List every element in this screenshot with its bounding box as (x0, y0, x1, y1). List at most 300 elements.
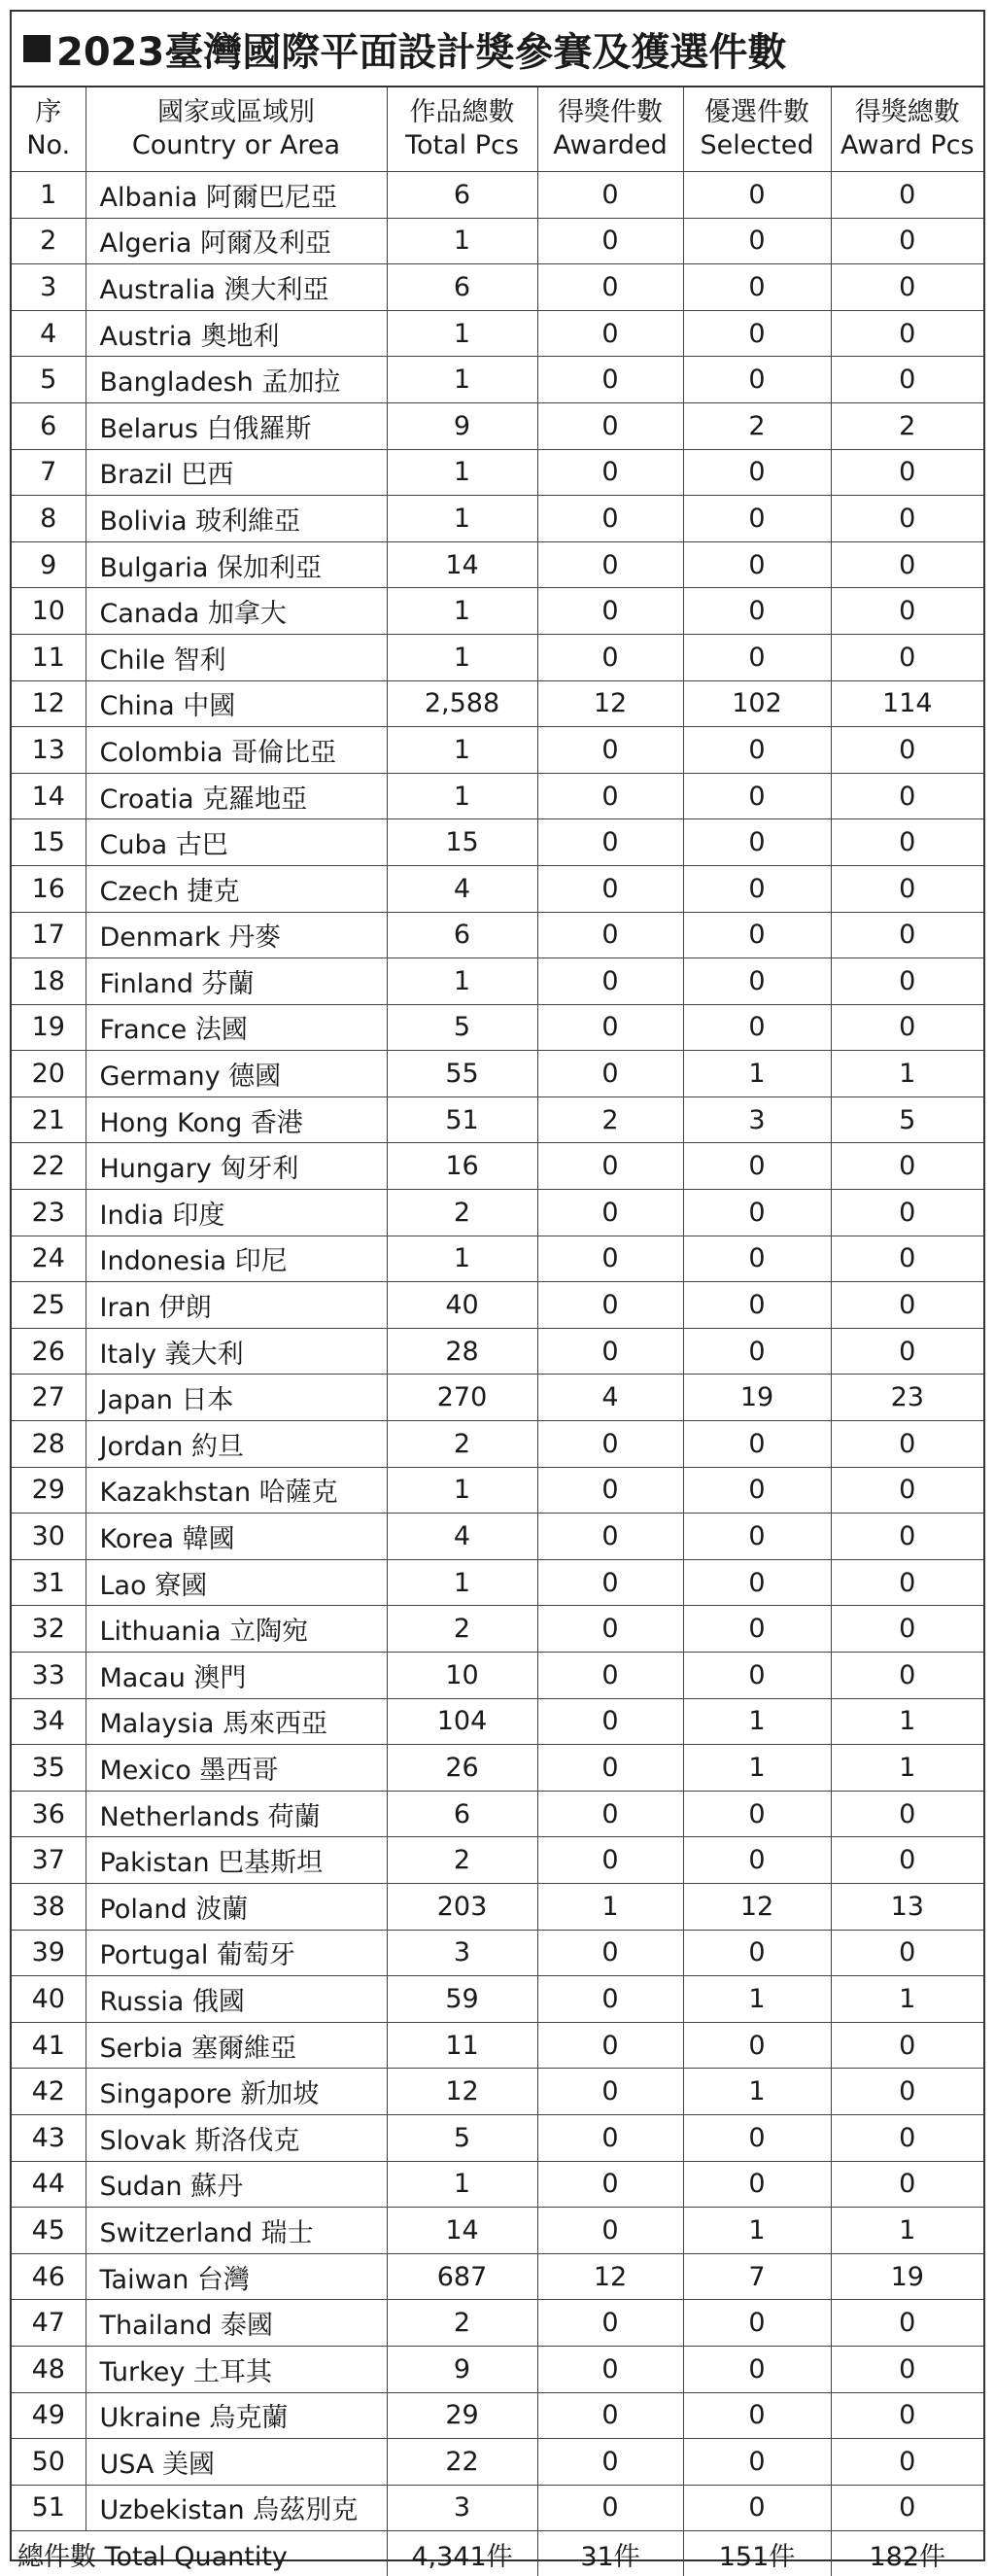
award-pcs: 0 (831, 865, 983, 912)
total-pcs: 3 (387, 1930, 537, 1976)
table-row (12, 541, 983, 588)
country-name: Belarus 白俄羅斯 (86, 402, 387, 449)
country-name: Hungary 匈牙利 (86, 1143, 387, 1190)
black-square-icon (23, 35, 51, 62)
table-row (12, 2022, 983, 2069)
selected-count: 0 (683, 310, 831, 357)
selected-count: 0 (683, 2022, 831, 2069)
award-pcs: 0 (831, 1514, 983, 1560)
country-name: Pakistan 巴基斯坦 (86, 1837, 387, 1884)
header-selected: 優選件數 Selected (683, 87, 831, 172)
total-pcs: 10 (387, 1653, 537, 1699)
award-pcs: 1 (831, 1976, 983, 2023)
total-pcs: 15 (387, 819, 537, 866)
country-name: Croatia 克羅地亞 (86, 773, 387, 819)
awarded-count: 0 (537, 2069, 683, 2115)
award-pcs: 1 (831, 2208, 983, 2254)
row-number: 15 (12, 819, 86, 866)
table-row (12, 2392, 983, 2439)
award-pcs: 13 (831, 1883, 983, 1930)
row-number: 17 (12, 912, 86, 958)
table-row (12, 2439, 983, 2486)
row-number: 29 (12, 1467, 86, 1514)
table-row (12, 727, 983, 774)
country-name: Ukraine 烏克蘭 (86, 2392, 387, 2439)
country-name: Switzerland 瑞士 (86, 2208, 387, 2254)
total-pcs: 1 (387, 634, 537, 680)
award-pcs: 0 (831, 2346, 983, 2392)
table-row (12, 2300, 983, 2347)
selected-count: 1 (683, 2069, 831, 2115)
row-number: 18 (12, 958, 86, 1005)
awarded-count: 0 (537, 357, 683, 403)
table-row (12, 402, 983, 449)
total-pcs: 2 (387, 1837, 537, 1884)
selected-count: 0 (683, 634, 831, 680)
award-pcs: 23 (831, 1375, 983, 1421)
award-pcs: 0 (831, 588, 983, 635)
row-number: 50 (12, 2439, 86, 2486)
selected-count: 0 (683, 1930, 831, 1976)
awarded-count: 0 (537, 1745, 683, 1792)
selected-count: 0 (683, 264, 831, 311)
total-pcs: 1 (387, 773, 537, 819)
award-pcs: 0 (831, 727, 983, 774)
total-pcs: 1 (387, 2161, 537, 2208)
selected-count: 0 (683, 1837, 831, 1884)
total-pcs: 26 (387, 1745, 537, 1792)
awarded-count: 12 (537, 680, 683, 727)
page-title (12, 12, 983, 87)
country-name: Korea 韓國 (86, 1514, 387, 1560)
table-row (12, 865, 983, 912)
selected-count: 0 (683, 1143, 831, 1190)
row-number: 9 (12, 541, 86, 588)
table-row (12, 1282, 983, 1329)
table-row (12, 634, 983, 680)
row-number: 41 (12, 2022, 86, 2069)
table-row (12, 1375, 983, 1421)
country-name: Kazakhstan 哈薩克 (86, 1467, 387, 1514)
table-row (12, 773, 983, 819)
awarded-count: 0 (537, 773, 683, 819)
table-row (12, 819, 983, 866)
row-number: 25 (12, 1282, 86, 1329)
table-row (12, 357, 983, 403)
header-country: 國家或區域別 Country or Area (86, 87, 387, 172)
awarded-count: 0 (537, 1236, 683, 1282)
table-row (12, 2161, 983, 2208)
award-pcs: 0 (831, 1328, 983, 1375)
total-pcs: 5 (387, 1004, 537, 1051)
selected-count: 0 (683, 2392, 831, 2439)
award-pcs: 0 (831, 634, 983, 680)
awarded-count: 0 (537, 218, 683, 264)
selected-count: 1 (683, 1976, 831, 2023)
table-row (12, 1559, 983, 1606)
award-pcs: 0 (831, 773, 983, 819)
awarded-count: 0 (537, 819, 683, 866)
row-number: 46 (12, 2253, 86, 2300)
selected-count: 0 (683, 218, 831, 264)
country-name: Poland 波蘭 (86, 1883, 387, 1930)
row-number: 11 (12, 634, 86, 680)
country-name: Brazil 巴西 (86, 449, 387, 496)
table-row (12, 1143, 983, 1190)
country-name: Denmark 丹麥 (86, 912, 387, 958)
awarded-count: 0 (537, 310, 683, 357)
award-statistics-sheet (10, 10, 985, 2572)
country-name: Albania 阿爾巴尼亞 (86, 172, 387, 219)
awarded-sum: 31件 (537, 2531, 683, 2576)
total-pcs: 6 (387, 912, 537, 958)
awarded-count: 1 (537, 1883, 683, 1930)
total-pcs: 12 (387, 2069, 537, 2115)
awarded-count: 0 (537, 2485, 683, 2531)
awarded-count: 0 (537, 2208, 683, 2254)
awarded-count: 0 (537, 2161, 683, 2208)
total-pcs: 4 (387, 865, 537, 912)
award-pcs: 0 (831, 2300, 983, 2347)
award-pcs: 0 (831, 2069, 983, 2115)
country-name: Hong Kong 香港 (86, 1097, 387, 1143)
award-pcs: 0 (831, 1282, 983, 1329)
total-pcs: 14 (387, 2208, 537, 2254)
awarded-count: 0 (537, 1976, 683, 2023)
awarded-count: 0 (537, 588, 683, 635)
table-row (12, 1097, 983, 1143)
table-row (12, 1236, 983, 1282)
row-number: 48 (12, 2346, 86, 2392)
total-pcs: 104 (387, 1698, 537, 1745)
row-number: 21 (12, 1097, 86, 1143)
total-pcs: 3 (387, 2485, 537, 2531)
awarded-count: 0 (537, 1328, 683, 1375)
selected-count: 0 (683, 1190, 831, 1236)
table-row (12, 2485, 983, 2531)
total-pcs: 29 (387, 2392, 537, 2439)
table-row (12, 1791, 983, 1837)
row-number: 23 (12, 1190, 86, 1236)
country-name: Lithuania 立陶宛 (86, 1606, 387, 1653)
award-pcs: 2 (831, 402, 983, 449)
total-pcs: 9 (387, 2346, 537, 2392)
row-number: 6 (12, 402, 86, 449)
awarded-count: 0 (537, 1653, 683, 1699)
row-number: 36 (12, 1791, 86, 1837)
table-row (12, 310, 983, 357)
table-body (12, 172, 983, 2531)
table-row (12, 2253, 983, 2300)
statistics-table (12, 87, 983, 2576)
row-number: 27 (12, 1375, 86, 1421)
award-pcs: 1 (831, 1745, 983, 1792)
table-row (12, 449, 983, 496)
awarded-count: 0 (537, 727, 683, 774)
selected-count: 1 (683, 2208, 831, 2254)
award-pcs: 0 (831, 2392, 983, 2439)
table-row (12, 496, 983, 542)
selected-count: 0 (683, 1559, 831, 1606)
row-number: 20 (12, 1051, 86, 1097)
table-row (12, 588, 983, 635)
total-pcs: 14 (387, 541, 537, 588)
award-pcs: 0 (831, 1421, 983, 1468)
table-row (12, 2114, 983, 2161)
row-number: 37 (12, 1837, 86, 1884)
table-row (12, 1698, 983, 1745)
total-pcs: 1 (387, 1467, 537, 1514)
country-name: Australia 澳大利亞 (86, 264, 387, 311)
table-row (12, 172, 983, 219)
award-pcs: 0 (831, 449, 983, 496)
table-row (12, 2208, 983, 2254)
country-name: Russia 俄國 (86, 1976, 387, 2023)
total-pcs: 1 (387, 727, 537, 774)
header-row (12, 87, 983, 172)
awarded-count: 0 (537, 1421, 683, 1468)
country-name: China 中國 (86, 680, 387, 727)
table-row (12, 1606, 983, 1653)
country-name: Indonesia 印尼 (86, 1236, 387, 1282)
award-pcs: 0 (831, 1559, 983, 1606)
total-pcs: 22 (387, 2439, 537, 2486)
row-number: 7 (12, 449, 86, 496)
row-number: 28 (12, 1421, 86, 1468)
table-row (12, 680, 983, 727)
country-name: Portugal 葡萄牙 (86, 1930, 387, 1976)
row-number: 31 (12, 1559, 86, 1606)
awarded-count: 0 (537, 496, 683, 542)
title-text: 2023臺灣國際平面設計獎參賽及獲選件數 (56, 29, 787, 75)
award-pcs: 0 (831, 1004, 983, 1051)
table-row (12, 1976, 983, 2023)
award-pcs: 0 (831, 310, 983, 357)
selected-count: 0 (683, 1421, 831, 1468)
country-name: Singapore 新加坡 (86, 2069, 387, 2115)
total-pcs: 51 (387, 1097, 537, 1143)
table-row (12, 1745, 983, 1792)
awarded-count: 0 (537, 1837, 683, 1884)
row-number: 39 (12, 1930, 86, 1976)
award-pcs: 0 (831, 2022, 983, 2069)
row-number: 19 (12, 1004, 86, 1051)
total-pcs: 6 (387, 264, 537, 311)
total-pcs: 2 (387, 1190, 537, 1236)
selected-count: 0 (683, 496, 831, 542)
selected-count: 0 (683, 2114, 831, 2161)
selected-count: 1 (683, 1698, 831, 1745)
country-name: Austria 奧地利 (86, 310, 387, 357)
award-pcs-sum: 182件 (831, 2531, 983, 2576)
awarded-count: 0 (537, 402, 683, 449)
selected-count: 7 (683, 2253, 831, 2300)
selected-count: 0 (683, 588, 831, 635)
award-pcs: 0 (831, 1190, 983, 1236)
row-number: 26 (12, 1328, 86, 1375)
row-number: 24 (12, 1236, 86, 1282)
award-pcs: 0 (831, 218, 983, 264)
award-pcs: 19 (831, 2253, 983, 2300)
row-number: 3 (12, 264, 86, 311)
row-number: 44 (12, 2161, 86, 2208)
awarded-count: 0 (537, 1559, 683, 1606)
total-pcs: 2,588 (387, 680, 537, 727)
total-pcs: 2 (387, 2300, 537, 2347)
awarded-count: 0 (537, 1698, 683, 1745)
country-name: Bangladesh 孟加拉 (86, 357, 387, 403)
total-label: 總件數 Total Quantity (12, 2531, 387, 2576)
awarded-count: 12 (537, 2253, 683, 2300)
selected-count: 0 (683, 727, 831, 774)
total-pcs: 6 (387, 1791, 537, 1837)
selected-count: 2 (683, 402, 831, 449)
country-name: Uzbekistan 烏茲別克 (86, 2485, 387, 2531)
total-pcs: 1 (387, 218, 537, 264)
table-row (12, 1514, 983, 1560)
total-pcs: 55 (387, 1051, 537, 1097)
awarded-count: 0 (537, 1930, 683, 1976)
row-number: 13 (12, 727, 86, 774)
award-pcs: 0 (831, 264, 983, 311)
award-pcs: 5 (831, 1097, 983, 1143)
row-number: 12 (12, 680, 86, 727)
country-name: Malaysia 馬來西亞 (86, 1698, 387, 1745)
table-row (12, 1051, 983, 1097)
selected-count: 0 (683, 1004, 831, 1051)
award-pcs: 0 (831, 1837, 983, 1884)
row-number: 38 (12, 1883, 86, 1930)
awarded-count: 0 (537, 264, 683, 311)
total-pcs: 11 (387, 2022, 537, 2069)
total-pcs: 687 (387, 2253, 537, 2300)
award-pcs: 0 (831, 2485, 983, 2531)
country-name: USA 美國 (86, 2439, 387, 2486)
awarded-count: 0 (537, 634, 683, 680)
award-pcs: 0 (831, 1236, 983, 1282)
awarded-count: 0 (537, 541, 683, 588)
award-pcs: 0 (831, 1143, 983, 1190)
total-pcs: 16 (387, 1143, 537, 1190)
total-pcs: 2 (387, 1421, 537, 1468)
selected-count: 1 (683, 1051, 831, 1097)
country-name: Mexico 墨西哥 (86, 1745, 387, 1792)
selected-count: 0 (683, 819, 831, 866)
row-number: 16 (12, 865, 86, 912)
award-pcs: 1 (831, 1051, 983, 1097)
country-name: Jordan 約旦 (86, 1421, 387, 1468)
total-pcs: 4 (387, 1514, 537, 1560)
awarded-count: 4 (537, 1375, 683, 1421)
selected-count: 0 (683, 2161, 831, 2208)
award-pcs: 0 (831, 958, 983, 1005)
header-awarded: 得獎件數 Awarded (537, 87, 683, 172)
selected-count: 0 (683, 865, 831, 912)
selected-count: 0 (683, 1282, 831, 1329)
total-pcs: 40 (387, 1282, 537, 1329)
table-row (12, 1930, 983, 1976)
selected-count: 0 (683, 773, 831, 819)
awarded-count: 0 (537, 1190, 683, 1236)
country-name: Taiwan 台灣 (86, 2253, 387, 2300)
row-number: 1 (12, 172, 86, 219)
country-name: Colombia 哥倫比亞 (86, 727, 387, 774)
country-name: Czech 捷克 (86, 865, 387, 912)
row-number: 51 (12, 2485, 86, 2531)
awarded-count: 0 (537, 958, 683, 1005)
country-name: Iran 伊朗 (86, 1282, 387, 1329)
total-pcs: 28 (387, 1328, 537, 1375)
table-row (12, 1653, 983, 1699)
row-number: 43 (12, 2114, 86, 2161)
table-row (12, 264, 983, 311)
country-name: Sudan 蘇丹 (86, 2161, 387, 2208)
awarded-count: 0 (537, 912, 683, 958)
selected-count: 0 (683, 912, 831, 958)
selected-count: 0 (683, 2346, 831, 2392)
award-pcs: 0 (831, 496, 983, 542)
award-pcs: 0 (831, 1930, 983, 1976)
row-number: 8 (12, 496, 86, 542)
selected-count: 0 (683, 1328, 831, 1375)
country-name: Italy 義大利 (86, 1328, 387, 1375)
awarded-count: 0 (537, 1514, 683, 1560)
row-number: 14 (12, 773, 86, 819)
header-total-pcs: 作品總數 Total Pcs (387, 87, 537, 172)
table-row (12, 1467, 983, 1514)
award-pcs: 0 (831, 819, 983, 866)
row-number: 5 (12, 357, 86, 403)
selected-count: 0 (683, 2485, 831, 2531)
total-pcs: 270 (387, 1375, 537, 1421)
selected-count: 3 (683, 1097, 831, 1143)
selected-count: 0 (683, 958, 831, 1005)
total-pcs: 2 (387, 1606, 537, 1653)
total-pcs: 1 (387, 588, 537, 635)
table-row (12, 2346, 983, 2392)
awarded-count: 0 (537, 1606, 683, 1653)
awarded-count: 0 (537, 865, 683, 912)
award-pcs: 114 (831, 680, 983, 727)
awarded-count: 0 (537, 1282, 683, 1329)
country-name: Turkey 土耳其 (86, 2346, 387, 2392)
country-name: Cuba 古巴 (86, 819, 387, 866)
award-pcs: 0 (831, 2114, 983, 2161)
awarded-count: 0 (537, 2022, 683, 2069)
row-number: 2 (12, 218, 86, 264)
country-name: Lao 寮國 (86, 1559, 387, 1606)
total-pcs: 1 (387, 1236, 537, 1282)
awarded-count: 0 (537, 2439, 683, 2486)
table-row (12, 958, 983, 1005)
total-pcs-sum: 4,341件 (387, 2531, 537, 2576)
awarded-count: 0 (537, 2114, 683, 2161)
table-row (12, 1421, 983, 1468)
country-name: Algeria 阿爾及利亞 (86, 218, 387, 264)
award-pcs: 0 (831, 1467, 983, 1514)
total-pcs: 6 (387, 172, 537, 219)
row-number: 22 (12, 1143, 86, 1190)
selected-count: 0 (683, 357, 831, 403)
selected-count: 12 (683, 1883, 831, 1930)
country-name: Japan 日本 (86, 1375, 387, 1421)
total-pcs: 59 (387, 1976, 537, 2023)
country-name: Serbia 塞爾維亞 (86, 2022, 387, 2069)
country-name: Finland 芬蘭 (86, 958, 387, 1005)
row-number: 35 (12, 1745, 86, 1792)
selected-count: 0 (683, 2300, 831, 2347)
awarded-count: 0 (537, 2300, 683, 2347)
